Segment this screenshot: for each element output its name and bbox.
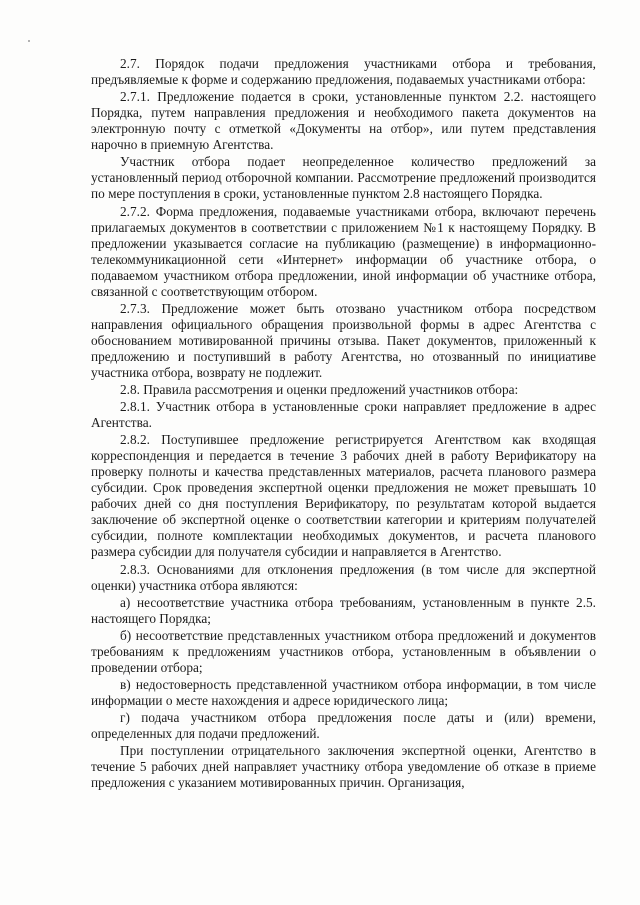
- list-item-a: а) несоответствие участника отбора требованиям, установленным в пункте 2.5. настоящего Порядка;: [91, 594, 596, 626]
- paragraph-2-8-3: 2.8.3. Основаниями для отклонения предложения (в том числе для экспертной оценки) участника отбора являются:: [91, 561, 596, 593]
- paragraph-2-7-2: 2.7.2. Форма предложения, подаваемые участниками отбора, включают перечень прилагаемых документов в соответствии с приложением №1 к настоящему Порядку. В предложении указывается согласие на публикацию (размещение) в информационно-телекоммуникационной сети «Интернет» информации об участнике отбора, о подаваемом участником отбора предложении, иной информации об участнике отбора, связанной с соответствующим отбором.: [91, 203, 596, 299]
- scan-speck: [28, 40, 30, 42]
- list-item-b: б) несоответствие представленных участником отбора предложений и документов требованиям к предложениям участников отбора, установленным в объявлении о проведении отбора;: [91, 627, 596, 675]
- paragraph-2-7-3: 2.7.3. Предложение может быть отозвано участником отбора посредством направления официального обращения произвольной формы в адрес Агентства с обоснованием мотивированной причины отзыва. Пакет документов, приложенный к предложению и поступивший в работу Агентства, но отозванный по инициативе участника отбора, возврату не подлежит.: [91, 300, 596, 380]
- paragraph-2-8-1: 2.8.1. Участник отбора в установленные сроки направляет предложение в адрес Агентства.: [91, 399, 596, 431]
- list-item-g: г) подача участником отбора предложения после даты и (или) времени, определенных для подачи предложений.: [91, 710, 596, 742]
- paragraph-negative-conclusion: При поступлении отрицательного заключения экспертной оценки, Агентство в течение 5 рабочих дней направляет участнику отбора уведомление об отказе в приеме предложения с указанием мотивированных причин. Организация,: [91, 743, 596, 791]
- paragraph-2-8-2: 2.8.2. Поступившее предложение регистрируется Агентством как входящая корреспонденция и передается в течение 3 рабочих дней в работу Верификатору на проверку полноты и качества представленных материалов, расчета планового размера субсидии. Срок проведения экспертной оценки предложения не может превышать 10 рабочих дней со дня поступления Верификатору, по результатам которой выдается заключение об экспертной оценке о соответствии категории и критериям получателей субсидии, полноте комплектации необходимых документов, и расчета планового размера субсидии для получателя субсидии и направляется в Агентство.: [91, 432, 596, 560]
- document-body: [91, 56, 596, 793]
- paragraph-participant-submits: Участник отбора подает неопределенное количество предложений за установленный период отборочной компании. Рассмотрение предложений производится по мере поступления в сроки, установленные пунктом 2.8 настоящего Порядка.: [91, 154, 596, 202]
- paragraph-2-8: 2.8. Правила рассмотрения и оценки предложений участников отбора:: [120, 381, 519, 397]
- paragraph-2-7: 2.7. Порядок подачи предложения участниками отбора и требования, предъявляемые к форме и содержанию предложения, подаваемых участниками отбора:: [91, 56, 596, 87]
- list-item-v: в) недостоверность представленной участником отбора информации, в том числе информации о месте нахождения и адресе юридического лица;: [91, 677, 596, 709]
- paragraph-2-7-1: 2.7.1. Предложение подается в сроки, установленные пунктом 2.2. настоящего Порядка, путем направления предложения и необходимого пакета документов на электронную почту с отметкой «Документы на отбор», или путем представления нарочно в приемную Агентства.: [91, 89, 596, 153]
